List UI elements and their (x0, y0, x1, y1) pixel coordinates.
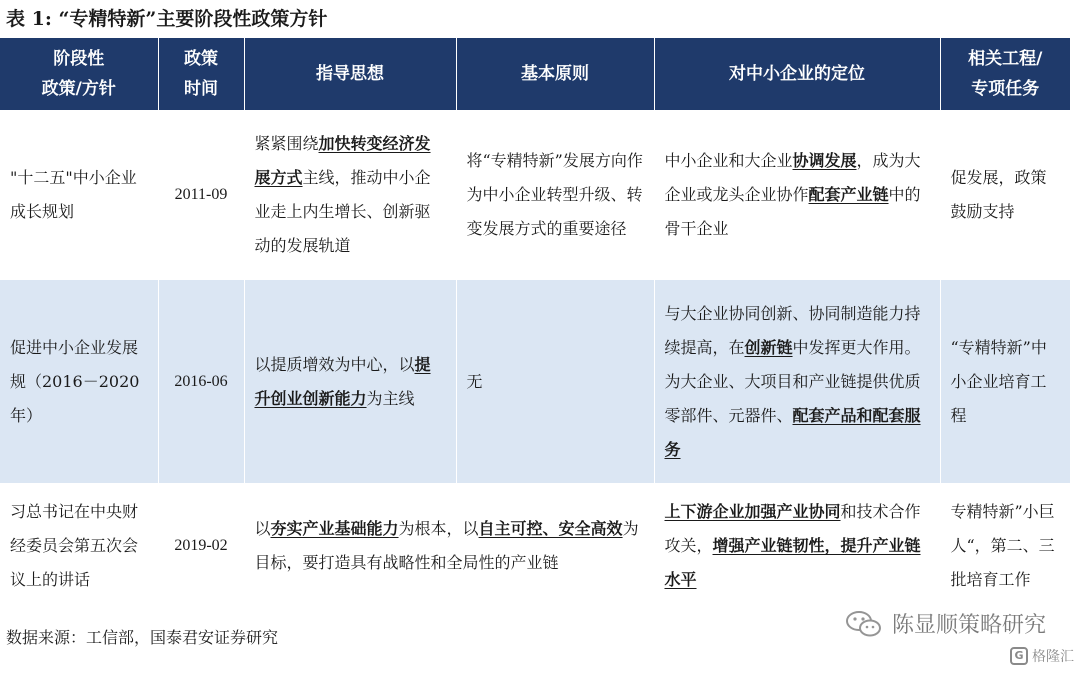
cell-project: “专精特新”中小企业培育工程 (940, 280, 1070, 483)
cell-text: 中小企业和大企业 (664, 151, 793, 170)
cell-text: 为主线 (366, 388, 415, 408)
highlight-text: 提升创业创新能力 (254, 354, 431, 408)
cell-guiding (244, 110, 456, 280)
highlight-text: 夯实产业基础能力 (270, 519, 399, 538)
cell-text: 以 (254, 519, 271, 538)
watermark (844, 608, 1046, 639)
cell-text: 与大企业协同创新、协同制造能力持续提高，在 (664, 303, 921, 357)
cell-positioning (654, 483, 940, 609)
table-row (0, 110, 1070, 280)
watermark-text: 陈显顺策略研究 (891, 613, 1046, 638)
cell-date: 2019-02 (158, 483, 244, 609)
header-sme-positioning: 对中小企业的定位 (654, 38, 940, 110)
glh-logo-icon: G (1010, 647, 1028, 665)
cell-guiding (244, 280, 456, 483)
cell-text: 和技术合作攻关， (664, 502, 921, 555)
cell-principle (456, 280, 654, 483)
header-related-project: 相关工程/ 专项任务 (940, 38, 1070, 110)
highlight-text: 配套产品和配套服务 (664, 405, 921, 459)
highlight-text: 配套产业链 (808, 185, 889, 204)
cell-positioning (654, 110, 940, 280)
cell-text: 为根本，以 (398, 519, 479, 538)
cell-text: 主线，推动中小企业走上内生增长、创新驱动的发展轨道 (254, 168, 431, 255)
cell-principle (456, 110, 654, 280)
cell-text: 以提质增效为中心，以 (254, 354, 415, 374)
cell-text: 中的骨干企业 (664, 185, 921, 238)
cell-text: 将“专精特新”发展方向作为中小企业转型升级、转变发展方式的重要途径 (466, 151, 643, 238)
cell-text: 紧紧围绕 (254, 134, 319, 153)
cell-policy: 习总书记在中央财经委员会第五次会议上的讲话 (0, 483, 158, 609)
cell-project: 专精特新”小巨人“，第二、三批培育工作 (940, 483, 1070, 609)
highlight-text: 自主可控、安全高效 (478, 519, 623, 538)
table-row (0, 483, 1070, 609)
table-caption: 表 1: “专精特新”主要阶段性政策方针 (6, 8, 328, 30)
cell-guiding-principle-merged (244, 483, 654, 609)
header-guiding-thought: 指导思想 (244, 38, 456, 110)
highlight-text: 协调发展 (792, 151, 857, 170)
cell-positioning (654, 280, 940, 483)
header-stage-policy: 阶段性 政策/方针 (0, 38, 158, 110)
data-source-note: 数据来源：工信部，国泰君安证券研究 (6, 628, 279, 647)
highlight-text: 创新链 (744, 337, 793, 357)
cell-text: 为目标，要打造具有战略性和全局性的产业链 (254, 519, 639, 572)
highlight-text: 上下游企业加强产业协同 (664, 502, 841, 521)
policy-table (0, 38, 1070, 609)
watermark-2-text: 格隆汇 (1032, 649, 1074, 665)
cell-text: 无 (466, 371, 483, 391)
cell-date: 2016-06 (158, 280, 244, 483)
cell-policy: 促进中小企业发展规（2016－2020 年） (0, 280, 158, 483)
cell-project: 促发展，政策鼓励支持 (940, 110, 1070, 280)
header-policy-date: 政策 时间 (158, 38, 244, 110)
cell-date: 2011-09 (158, 110, 244, 280)
watermark-2 (1010, 646, 1074, 666)
table-row (0, 280, 1070, 483)
cell-text: ，成为大企业或龙头企业协作 (664, 151, 921, 204)
highlight-text: 加快转变经济发展方式 (254, 134, 431, 187)
highlight-text: 增强产业链韧性，提升产业链水平 (664, 536, 921, 589)
cell-policy: "十二五"中小企业成长规划 (0, 110, 158, 280)
table-header-row (0, 38, 1070, 110)
cell-text: 中发挥更大作用。为大企业、大项目和产业链提供优质零部件、元器件、 (664, 337, 921, 425)
wechat-icon (844, 609, 884, 639)
header-basic-principle: 基本原则 (456, 38, 654, 110)
